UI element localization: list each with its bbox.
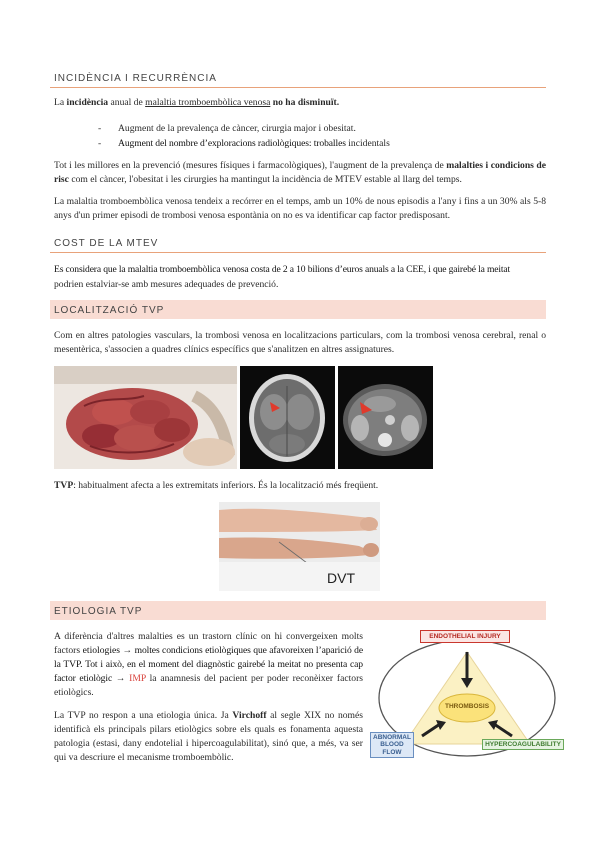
section-heading-localitzacio: LOCALITZACIÓ TVP [50,300,546,319]
tvp-definition: TVP: habitualment afecta a les extremitats inferiors. És la localització més freqüent. [54,480,379,491]
dvt-leg-photo [219,502,380,591]
endothelial-injury-label: ENDOTHELIAL INJURY [420,630,510,643]
ct-head-illustration [240,366,335,469]
section-heading-cost: COST DE LA MTEV [50,236,546,253]
incidencia-bullet-1: Augment de la prevalença de càncer, cirurgia major i obesitat. [118,123,356,134]
mesenteric-thrombosis-photo [54,366,237,469]
section-heading-incidencia: INCIDÈNCIA I RECURRÈNCIA [50,71,546,88]
incidencia-lead: La incidència anual de malaltia tromboembòlica venosa no ha disminuït. [54,97,340,108]
bullet-marker: - [98,123,102,134]
bullet-marker: - [98,138,102,149]
incidencia-paragraph-3: La malaltia tromboembòlica venosa tendeix a recórrer en el temps, amb un 10% de nous episodis a l'any i fins a un 30% als 5-8 anys d'un primer episodi de trombosi venosa espontània on no es va identificar cap factor predisposant. [54,196,546,221]
etiologia-paragraph-2: La TVP no respon a una etiologia única. Ja Virchoff al segle XIX no només identificà els principals pilars etiològics sobre els quals es fonamenta aquesta patologia (estasi, dany endotelial i hipercoagulabilitat), sinó que, a més, va ser qui va descriure el mecanisme tromboembòlic. [54,710,363,763]
dvt-label: DVT [327,570,355,586]
virchow-triad-diagram [370,628,564,760]
localitzacio-paragraph: Com en altres patologies vasculars, la trombosi venosa en localitzacions particulars, com la trombosi venosa cerebral, renal o mesentèrica, s'associen a quadres clínics específics que s'analitzen en altres assignatures. [54,330,546,355]
ct-abdomen-illustration [338,366,433,469]
cost-paragraph-line-2: podrien estalviar-se amb mesures adequades de prevenció. [54,279,279,290]
cerebral-ct-scan [240,366,335,469]
section-heading-etiologia: ETIOLOGIA TVP [50,601,546,620]
thrombosis-label: THROMBOSIS [444,703,490,710]
intestine-illustration [54,366,237,469]
abnormal-blood-flow-label: ABNORMAL BLOOD FLOW [370,732,414,758]
incidencia-bullet-2: Augment del nombre d’exploracions radiològiques: troballes incidentals [118,138,390,149]
etiologia-paragraph-1: A diferència d'altres malalties es un trastorn clínic on hi convergeixen molts factors etiologies → moltes condicions etiològiques que afavoreixen l’aparició de la TVP. Tot i això, en el moment del diagnòstic gairebé la meitat no presenta cap factor etiològic → IMP la anamnesis del pacient per poder reconèixer factors etiològics. [54,631,363,698]
mesenteric-ct-scan [338,366,433,469]
cost-paragraph-line-1: Es considera que la malaltia tromboembòlica venosa costa de 2 a 10 bilions d’euros anuals a la CEE, i que gairebé la meitat [54,264,511,275]
incidencia-paragraph-2: Tot i les millores en la prevenció (mesures físiques i farmacològiques), l'augment de la prevalença de malalties i condicions de risc com el càncer, l'obesitat i les cirurgies ha mantingut la incidència de MTEV estable al llarg del temps. [54,160,547,185]
hypercoagulability-label: HYPERCOAGULABILITY [482,739,564,750]
legs-illustration [219,502,380,591]
